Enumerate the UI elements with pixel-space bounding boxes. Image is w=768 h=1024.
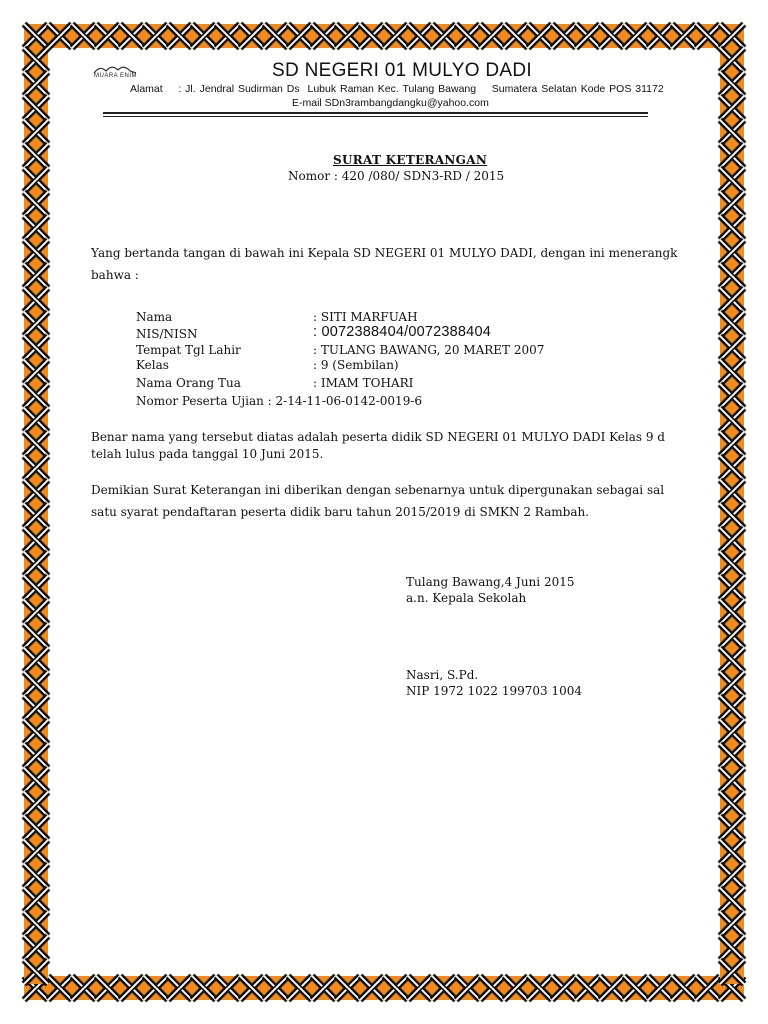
field-label-name: Nama xyxy=(136,310,173,324)
signer-name: Nasri, S.Pd. xyxy=(406,668,479,682)
field-value-parent: : IMAM TOHARI xyxy=(313,376,414,390)
intro-line-1: Yang bertanda tangan di bawah ini Kepala SD NEGERI 01 MULYO DADI, dengan ini menerangk xyxy=(91,246,678,260)
signer-nip: NIP 1972 1022 199703 1004 xyxy=(406,684,582,698)
body1-line-2: telah lulus pada tanggal 10 Juni 2015. xyxy=(91,447,324,461)
school-email: E-mail SDn3rambangdangku@yahoo.com xyxy=(292,97,489,109)
header-divider-thin xyxy=(103,116,648,117)
school-name: SD NEGERI 01 MULYO DADI xyxy=(272,60,532,81)
field-value-birth: : TULANG BAWANG, 20 MARET 2007 xyxy=(313,343,545,357)
field-label-parent: Nama Orang Tua xyxy=(136,376,241,390)
body2-line-2: satu syarat pendaftaran peserta didik baru tahun 2015/2019 di SMKN 2 Rambah. xyxy=(91,505,590,519)
body2-line-1: Demikian Surat Keterangan ini diberikan dengan sebenarnya untuk dipergunakan sebagai sal xyxy=(91,483,665,497)
school-address: Alamat : Jl. Jendral Sudirman Ds Lubuk Raman Kec. Tulang Bawang Sumatera Selatan Kode POS 31172 xyxy=(130,83,664,95)
logo-motto: MUARA ENIM xyxy=(94,73,138,79)
intro-line-2: bahwa : xyxy=(91,268,139,282)
field-value-nisn: : 0072388404/0072388404 xyxy=(313,324,491,340)
letter-title: SURAT KETERANGAN xyxy=(333,153,488,167)
place-date: Tulang Bawang,4 Juni 2015 xyxy=(406,575,575,589)
school-logo xyxy=(92,62,140,80)
field-label-class: Kelas xyxy=(136,358,169,372)
field-label-nisn: NIS/NISN xyxy=(136,327,198,341)
exam-number: Nomor Peserta Ujian : 2-14-11-06-0142-0019-6 xyxy=(136,394,423,408)
field-value-name: : SITI MARFUAH xyxy=(313,310,418,324)
header-divider xyxy=(103,112,648,114)
field-value-class: : 9 (Sembilan) xyxy=(313,358,399,372)
signer-role: a.n. Kepala Sekolah xyxy=(406,591,527,605)
letter-number: Nomor : 420 /080/ SDN3-RD / 2015 xyxy=(288,169,505,183)
body1-line-1: Benar nama yang tersebut diatas adalah peserta didik SD NEGERI 01 MULYO DADI Kelas 9 d xyxy=(91,430,665,444)
field-label-birth: Tempat Tgl Lahir xyxy=(136,343,241,357)
